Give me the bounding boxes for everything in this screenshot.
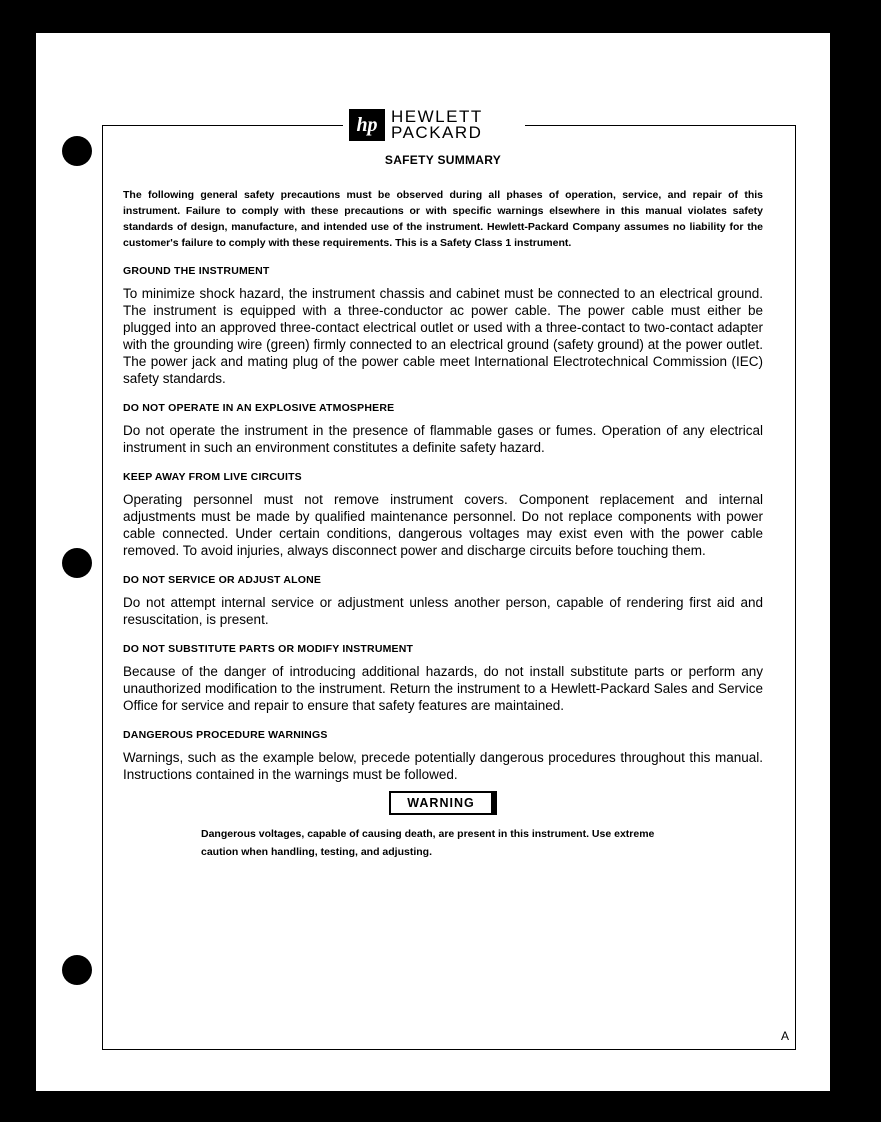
document-page [36, 33, 830, 1091]
safety-frame [102, 107, 796, 1050]
section-heading: DANGEROUS PROCEDURE WARNINGS [123, 729, 328, 741]
page-title: SAFETY SUMMARY [384, 153, 502, 167]
section-heading: GROUND THE INSTRUMENT [123, 265, 270, 277]
hp-logo-icon: hp [349, 109, 385, 141]
section-text: Because of the danger of introducing additional hazards, do not install substitute parts or perform any unauthorized modification to the instrument. Return the instrument to a Hewlett-Packard Sales and Service Office for service and repair to ensure that safety features are maintained. [123, 664, 763, 713]
section-text: Do not operate the instrument in the presence of flammable gases or fumes. Operation of any electrical instrument in such an environment constitutes a definite safety hazard. [123, 423, 763, 455]
safety-content [123, 153, 763, 861]
company-name-line1: HEWLETT [391, 107, 483, 126]
company-name-line2: PACKARD [391, 123, 483, 142]
section-heading: DO NOT SUBSTITUTE PARTS OR MODIFY INSTRUMENT [123, 643, 414, 655]
section-text: Do not attempt internal service or adjustment unless another person, capable of rendering first aid and resuscitation, is present. [123, 595, 763, 627]
page-letter: A [780, 1029, 789, 1043]
warning-label-box: WARNING [389, 791, 497, 815]
warning-text: Dangerous voltages, capable of causing death, are present in this instrument. Use extreme caution when handling, testing, and adjusting. [201, 828, 655, 858]
frame-top-line-right [521, 125, 795, 126]
section-text: Warnings, such as the example below, precede potentially dangerous procedures throughout this manual. Instructions contained in the warnings must be followed. [123, 750, 763, 782]
hp-logo [349, 105, 525, 145]
section-heading: DO NOT SERVICE OR ADJUST ALONE [123, 574, 322, 586]
binder-hole-middle [62, 548, 92, 578]
section-heading: KEEP AWAY FROM LIVE CIRCUITS [123, 471, 302, 483]
company-name [391, 109, 483, 141]
section-text: Operating personnel must not remove instrument covers. Component replacement and internal adjustments must be made by qualified maintenance personnel. Do not replace components with power cable connected. Under certain conditions, dangerous voltages may exist even with the power cable removed. To avoid injuries, always disconnect power and discharge circuits before touching them. [123, 492, 763, 558]
intro-paragraph: The following general safety precautions must be observed during all phases of operation, service, and repair of this instrument. Failure to comply with these precautions or with specific warnings elsewhere in this manual violates safety standards of design, manufacture, and intended use of the instrument. Hewlett-Packard Company assumes no liability for the customer's failure to comply with these requirements. This is a Safety Class 1 instrument. [123, 189, 763, 249]
binder-hole-top [62, 136, 92, 166]
binder-hole-bottom [62, 955, 92, 985]
section-text: To minimize shock hazard, the instrument chassis and cabinet must be connected to an electrical ground. The instrument is equipped with a three-conductor ac power cable. The power cable must either be plugged into an approved three-contact electrical outlet or used with a three-contact to two-contact adapter with the grounding wire (green) firmly connected to an electrical ground (safety ground) at the power outlet. The power jack and mating plug of the power cable meet International Electrotechnical Commission (IEC) safety standards. [123, 286, 763, 386]
frame-top-line-left [103, 125, 343, 126]
section-heading: DO NOT OPERATE IN AN EXPLOSIVE ATMOSPHERE [123, 402, 395, 414]
